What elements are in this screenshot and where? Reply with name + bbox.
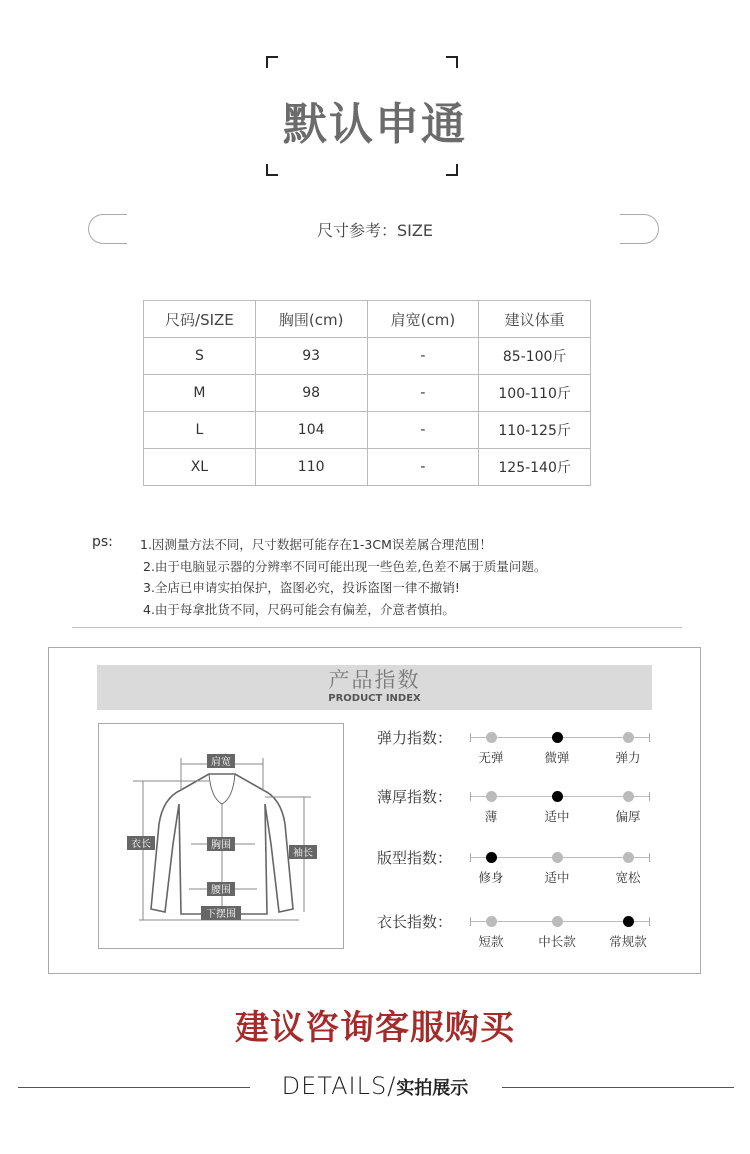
diagram-label-hem: [201, 906, 241, 920]
shirt-measurement-diagram: [98, 723, 344, 949]
svg-text:腰围: 腰围: [211, 885, 231, 896]
svg-text:下摆围: 下摆围: [206, 909, 236, 920]
table-row: [144, 338, 591, 375]
diagram-label-chest: [207, 837, 235, 851]
scale-dot: [623, 791, 634, 802]
table-cell: XL: [144, 449, 256, 486]
index-scale-track: [470, 857, 650, 858]
scale-dot: [552, 916, 563, 927]
details-heading-cn: 实拍展示: [396, 1078, 469, 1099]
note-item: 2.由于电脑显示器的分辨率不同可能出现一些色差,色差不属于质量问题。: [143, 558, 547, 574]
scale-option-label: 适中: [544, 809, 570, 824]
column-header: 建议体重: [479, 301, 591, 338]
column-header: 胸围(cm): [255, 301, 367, 338]
table-cell: -: [367, 338, 479, 375]
column-header: 尺码/SIZE: [144, 301, 256, 338]
table-cell: S: [144, 338, 256, 375]
scale-tick: [470, 733, 471, 742]
corner-mark: [446, 164, 458, 176]
scale-dot: [552, 852, 563, 863]
scale-tick: [470, 917, 471, 926]
notes-list: [140, 534, 546, 620]
note-item: 4.由于每拿批货不同，尺码可能会有偏差，介意者慎拍。: [143, 601, 455, 617]
scale-tick: [649, 733, 650, 742]
table-cell: -: [367, 449, 479, 486]
scale-option-label: 短款: [478, 934, 504, 949]
scale-option-label: 无弹: [478, 750, 504, 765]
corner-mark: [266, 56, 278, 68]
page-title: 默认申通: [283, 99, 467, 150]
index-scale-track: [470, 796, 650, 797]
scale-dot: [486, 791, 497, 802]
divider: [72, 627, 682, 628]
table-cell: 110-125斤: [479, 412, 591, 449]
diagram-label-shoulder: [207, 754, 235, 768]
index-scale-track: [470, 921, 650, 922]
table-cell: -: [367, 375, 479, 412]
scale-option-label: 修身: [478, 870, 504, 885]
table-cell: 110: [255, 449, 367, 486]
scale-option-label: 中长款: [538, 934, 576, 949]
table-cell: 125-140斤: [479, 449, 591, 486]
scale-dot-selected: [623, 916, 634, 927]
scale-dot-selected: [552, 732, 563, 743]
table-cell: 85-100斤: [479, 338, 591, 375]
product-index-title: 产品指数: [328, 668, 421, 692]
scale-option-label: 微弹: [544, 750, 570, 765]
table-cell: M: [144, 375, 256, 412]
table-cell: 93: [255, 338, 367, 375]
table-cell: 104: [255, 412, 367, 449]
shirt-icon: [99, 724, 343, 948]
diagram-label-length: [127, 836, 155, 850]
table-cell: 100-110斤: [479, 375, 591, 412]
scale-dot-selected: [486, 852, 497, 863]
scale-tick: [649, 917, 650, 926]
scale-dot: [623, 732, 634, 743]
table-row: [144, 412, 591, 449]
size-reference-heading: 尺寸参考：SIZE: [317, 221, 433, 240]
index-scale-label: 衣长指数：: [377, 913, 453, 931]
note-item: 1.因测量方法不同，尺寸数据可能存在1-3CM误差属合理范围！: [140, 537, 492, 552]
index-scale-label: 弹力指数：: [377, 729, 453, 747]
scale-option-label: 偏厚: [615, 809, 641, 824]
details-heading-en: DETAILS/: [281, 1072, 397, 1100]
scale-option-label: 宽松: [615, 870, 641, 885]
scale-dot-selected: [552, 791, 563, 802]
scale-tick: [470, 792, 471, 801]
index-scale-track: [470, 737, 650, 738]
index-scale-label: 薄厚指数：: [377, 788, 453, 806]
table-cell: -: [367, 412, 479, 449]
scale-dot: [623, 852, 634, 863]
scale-tick: [649, 792, 650, 801]
scale-option-label: 常规款: [609, 934, 647, 949]
corner-mark: [266, 164, 278, 176]
svg-text:胸围: 胸围: [211, 840, 231, 851]
diagram-label-sleeve: [289, 845, 317, 859]
consult-service-banner: 建议咨询客服购买: [235, 1008, 515, 1048]
scale-tick: [649, 853, 650, 862]
svg-text:肩宽: 肩宽: [211, 757, 231, 768]
table-row: [144, 449, 591, 486]
svg-text:衣长: 衣长: [131, 839, 151, 850]
svg-text:袖长: 袖长: [293, 848, 313, 859]
table-header-row: [144, 301, 591, 338]
column-header: 肩宽(cm): [367, 301, 479, 338]
notes-prefix: ps:: [92, 534, 113, 550]
product-index-subtitle: PRODUCT INDEX: [328, 693, 421, 704]
index-scale-label: 版型指数：: [377, 849, 453, 867]
scale-dot: [486, 732, 497, 743]
note-item: 3.全店已申请实拍保护，盗图必究，投诉盗图一律不撤销!: [143, 580, 460, 595]
product-index-header: [97, 665, 652, 710]
scale-option-label: 适中: [544, 870, 570, 885]
scale-option-label: 弹力: [615, 750, 641, 765]
details-heading: [0, 1072, 750, 1100]
size-table: [143, 300, 591, 486]
scale-dot: [486, 916, 497, 927]
scale-option-label: 薄: [484, 809, 498, 824]
corner-mark: [446, 56, 458, 68]
table-cell: L: [144, 412, 256, 449]
diagram-label-waist: [207, 882, 235, 896]
scale-tick: [470, 853, 471, 862]
table-cell: 98: [255, 375, 367, 412]
table-row: [144, 375, 591, 412]
